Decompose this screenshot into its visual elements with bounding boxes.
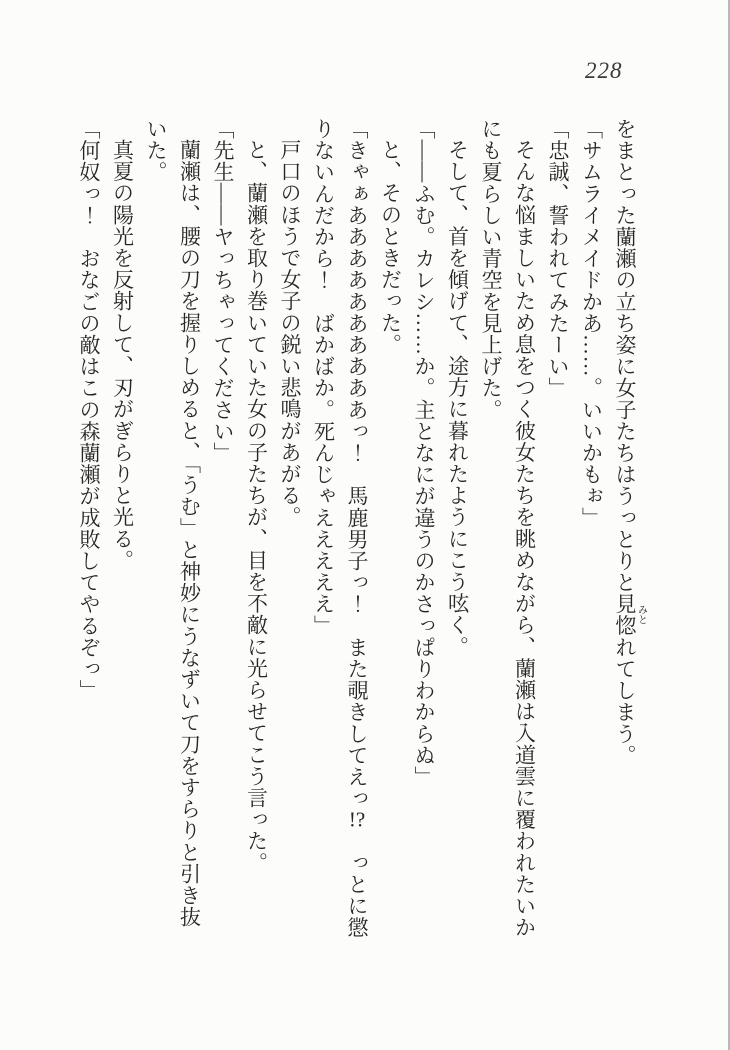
ruby-annotation: 見惚みと: [613, 593, 647, 637]
paragraph: 蘭瀬は、腰の刀を握りしめると、「うむ」と神妙にうなずいて刀をすらりと引き抜いた。: [144, 118, 202, 928]
paragraph: 真夏の陽光を反射して、刃がぎらりと光る。: [110, 139, 135, 571]
paragraph: そして、首を傾げて、途方に暮れたようにこう呟く。: [445, 139, 470, 658]
paragraph: 「何奴っ！ おなごの敵はこの森蘭瀬が成敗してやるぞっ」: [77, 118, 101, 702]
paragraph: 戸口のほうで女子の鋭い悲鳴があがる。: [278, 139, 302, 528]
paragraph: 「きゃぁああああああああああっ！ 馬鹿男子っ！ また覗きしてえっ!? っとに懲りないんだから！ ばかばか。死んじゃえええええ」: [311, 118, 369, 939]
paragraph: と、蘭瀬を取り巻いていた女の子たちが、目を不敵に光らせてこう言った。: [244, 139, 269, 874]
paragraph: と、そのときだった。: [378, 139, 403, 355]
paragraph: そんな悩ましいため息をつく彼女たちを眺めながら、蘭瀬は入道雲に覆われたいかにも夏らしい青空を見上げた。: [479, 118, 537, 939]
paragraph: 「忠誠、誓われてみたーい」: [546, 118, 570, 399]
paragraph: をまとった蘭瀬の立ち姿に女子たちはうっとりと見惚みとれてしまう。: [613, 118, 647, 767]
paragraph: 「先生――ヤっちゃってください」: [211, 118, 235, 464]
paragraph: 「サムライメイドかあ……。いいかもぉ」: [579, 118, 604, 529]
tatechuyoko-exclamation: !?: [348, 809, 366, 831]
novel-text-block: [74, 118, 646, 940]
page-number: 228: [585, 58, 623, 83]
paragraph: 「――ふむ。カレシ……か。主となにが違うのかさっぱりわからぬ」: [412, 118, 436, 788]
